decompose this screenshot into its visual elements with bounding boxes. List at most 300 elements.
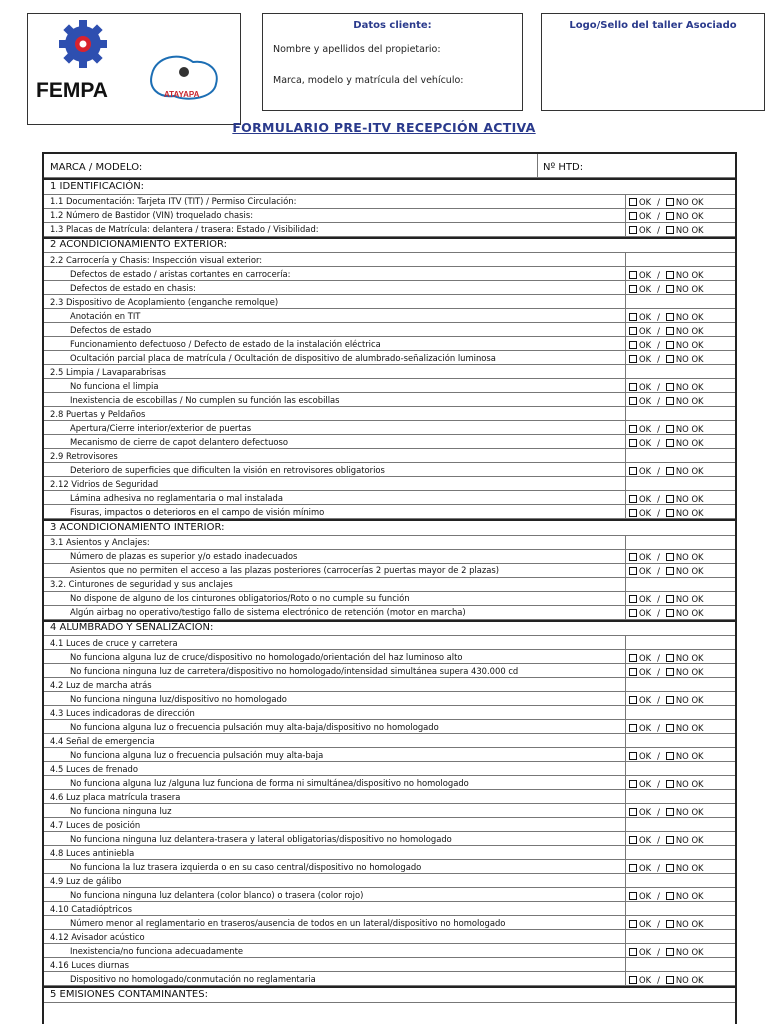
checklist-item-label: Asientos que no permiten el acceso a las plazas posteriores (carrocerías 2 puertas mayor de 2 plazas) (70, 565, 500, 576)
separator: / (657, 608, 660, 619)
separator: / (657, 353, 660, 364)
checklist-item-label: No funciona alguna luz de cruce/dispositivo no homologado/orientación del haz luminoso alto (70, 651, 463, 662)
ok-label: OK (639, 594, 652, 605)
ok-label: OK (639, 493, 652, 504)
ok-checkbox[interactable] (629, 355, 637, 363)
marca-modelo-field[interactable]: MARCA / MODELO: (50, 162, 143, 173)
separator: / (657, 339, 660, 350)
checklist-row (44, 944, 735, 958)
separator: / (657, 283, 660, 294)
ok-checkbox[interactable] (629, 313, 637, 321)
nook-label: NO OK (675, 465, 704, 476)
nook-label: NO OK (675, 652, 704, 663)
checklist-item-label: No funciona ninguna luz delantera (color blanco) o trasera (color rojo) (70, 889, 364, 900)
checklist-item-label: 1.2 Número de Bastidor (VIN) troquelado chasis: (50, 210, 254, 221)
ok-nook-checkboxes (629, 383, 704, 391)
nook-label: NO OK (675, 862, 704, 873)
checklist-row (44, 916, 735, 930)
ok-checkbox[interactable] (629, 285, 637, 293)
nook-checkbox[interactable] (666, 864, 674, 872)
separator: / (657, 381, 660, 392)
checklist-item-label: 4.12 Avisador acústico (50, 931, 145, 942)
ok-label: OK (639, 806, 652, 817)
ok-nook-checkboxes (629, 752, 704, 760)
separator: / (657, 325, 660, 336)
separator: / (657, 211, 660, 222)
nook-checkbox[interactable] (666, 752, 674, 760)
separator: / (657, 862, 660, 873)
ok-label: OK (639, 437, 652, 448)
checklist-item-label: Dispositivo no homologado/conmutación no reglamentaria (70, 973, 316, 984)
checklist-item-label: Deterioro de superficies que dificulten la visión en retrovisores obligatorios (70, 464, 385, 475)
section-title: 5 EMISIONES CONTAMINANTES: (50, 988, 208, 1000)
separator: / (657, 890, 660, 901)
nook-checkbox[interactable] (666, 509, 674, 517)
ok-checkbox[interactable] (629, 467, 637, 475)
ok-nook-checkboxes (629, 892, 704, 900)
separator: / (657, 395, 660, 406)
ok-checkbox[interactable] (629, 836, 637, 844)
checklist-item-label: Número menor al reglamentario en traseros/ausencia de todos en un lateral/dispositivo no homologado (70, 917, 506, 928)
ok-label: OK (639, 283, 652, 294)
section-header-row (44, 178, 735, 195)
ok-label: OK (639, 381, 652, 392)
separator: / (657, 974, 660, 985)
nook-label: NO OK (675, 325, 704, 336)
checklist-item-label: Anotación en TIT (70, 310, 141, 321)
ok-checkbox[interactable] (629, 425, 637, 433)
ok-checkbox[interactable] (629, 553, 637, 561)
ok-nook-checkboxes (629, 668, 704, 676)
checklist-row (44, 435, 735, 449)
ok-nook-checkboxes (629, 212, 704, 220)
nook-label: NO OK (675, 507, 704, 518)
nook-checkbox[interactable] (666, 920, 674, 928)
ok-nook-checkboxes (629, 327, 704, 335)
checklist-row (44, 253, 735, 267)
checklist-row (44, 379, 735, 393)
nook-checkbox[interactable] (666, 668, 674, 676)
checklist-item-label: No funciona ninguna luz delantera-trasera y lateral obligatorias/dispositivo no homologado (70, 833, 452, 844)
separator: / (657, 269, 660, 280)
checklist-row (44, 323, 735, 337)
checklist-item-label: Número de plazas es superior y/o estado inadecuados (70, 551, 298, 562)
checklist-row (44, 309, 735, 323)
ok-label: OK (639, 325, 652, 336)
nook-checkbox[interactable] (666, 495, 674, 503)
nook-label: NO OK (675, 395, 704, 406)
checklist-item-label: Algún airbag no operativo/testigo fallo de sistema electrónico de retención (motor en marcha) (70, 607, 466, 618)
checklist-item-label: 4.4 Señal de emergencia (50, 735, 155, 746)
nook-label: NO OK (675, 594, 704, 605)
checklist-item-label: No funciona ninguna luz (70, 805, 172, 816)
ok-nook-checkboxes (629, 495, 704, 503)
ok-checkbox[interactable] (629, 439, 637, 447)
checklist-item-label: No funciona la luz trasera izquierda o en su caso central/dispositivo no homologado (70, 861, 422, 872)
checklist-item-label: Defectos de estado / aristas cortantes en carrocería: (70, 268, 291, 279)
nook-checkbox[interactable] (666, 553, 674, 561)
checklist-item-label: No funciona alguna luz o frecuencia pulsación muy alta-baja/dispositivo no homologado (70, 721, 439, 732)
ok-checkbox[interactable] (629, 668, 637, 676)
separator: / (657, 806, 660, 817)
nook-label: NO OK (675, 750, 704, 761)
checklist-row (44, 578, 735, 592)
nook-label: NO OK (675, 493, 704, 504)
ok-nook-checkboxes (629, 780, 704, 788)
checklist-row (44, 449, 735, 463)
checklist-item-label: 2.3 Dispositivo de Acoplamiento (enganche remolque) (50, 296, 279, 307)
ok-label: OK (639, 834, 652, 845)
separator: / (657, 423, 660, 434)
nook-checkbox[interactable] (666, 355, 674, 363)
ok-nook-checkboxes (629, 467, 704, 475)
section-header-row (44, 519, 735, 536)
ok-nook-checkboxes (629, 948, 704, 956)
ok-checkbox[interactable] (629, 864, 637, 872)
ok-label: OK (639, 339, 652, 350)
nook-label: NO OK (675, 225, 704, 236)
ok-checkbox[interactable] (629, 226, 637, 234)
checklist-item-label: 4.1 Luces de cruce y carretera (50, 637, 178, 648)
nook-checkbox[interactable] (666, 327, 674, 335)
nook-checkbox[interactable] (666, 397, 674, 405)
separator: / (657, 946, 660, 957)
checklist-row (44, 536, 735, 550)
ok-label: OK (639, 269, 652, 280)
checklist-item-label: 4.16 Luces diurnas (50, 959, 129, 970)
nook-label: NO OK (675, 339, 704, 350)
separator: / (657, 437, 660, 448)
checklist-item-label: No funciona el limpia (70, 380, 159, 391)
ok-checkbox[interactable] (629, 212, 637, 220)
nook-label: NO OK (675, 197, 704, 208)
section-title: 3 ACONDICIONAMIENTO INTERIOR: (50, 521, 225, 533)
ok-checkbox[interactable] (629, 609, 637, 617)
svg-text:FEMPA: FEMPA (36, 79, 108, 102)
checklist-row (44, 832, 735, 846)
ok-label: OK (639, 974, 652, 985)
checklist-item-label: No funciona ninguna luz/dispositivo no homologado (70, 693, 287, 704)
nook-checkbox[interactable] (666, 892, 674, 900)
separator: / (657, 594, 660, 605)
ok-label: OK (639, 652, 652, 663)
nook-label: NO OK (675, 946, 704, 957)
ok-nook-checkboxes (629, 609, 704, 617)
checklist-row (44, 636, 735, 650)
nook-label: NO OK (675, 608, 704, 619)
section-header-row (44, 237, 735, 254)
client-data-title: Datos cliente: (353, 20, 432, 31)
ok-checkbox[interactable] (629, 752, 637, 760)
checklist-row (44, 790, 735, 804)
ok-checkbox[interactable] (629, 567, 637, 575)
ok-label: OK (639, 311, 652, 322)
ok-nook-checkboxes (629, 271, 704, 279)
checklist-row (44, 888, 735, 902)
separator: / (657, 694, 660, 705)
checklist-item-label: Apertura/Cierre interior/exterior de puertas (70, 422, 252, 433)
nook-checkbox[interactable] (666, 439, 674, 447)
ok-checkbox[interactable] (629, 654, 637, 662)
checklist-row (44, 407, 735, 421)
nook-checkbox[interactable] (666, 609, 674, 617)
ok-nook-checkboxes (629, 595, 704, 603)
ok-nook-checkboxes (629, 836, 704, 844)
nook-checkbox[interactable] (666, 654, 674, 662)
separator: / (657, 465, 660, 476)
checklist-row (44, 734, 735, 748)
ok-nook-checkboxes (629, 920, 704, 928)
checklist-row (44, 874, 735, 888)
ok-label: OK (639, 566, 652, 577)
ok-label: OK (639, 608, 652, 619)
checklist-item-label: Defectos de estado (70, 324, 152, 335)
ok-checkbox[interactable] (629, 397, 637, 405)
nook-label: NO OK (675, 806, 704, 817)
ok-checkbox[interactable] (629, 509, 637, 517)
ok-nook-checkboxes (629, 198, 704, 206)
section-title: 1 IDENTIFICACIÓN: (50, 180, 145, 192)
checklist-item-label: Inexistencia de escobillas / No cumplen su función las escobillas (70, 394, 340, 405)
checklist-row (44, 564, 735, 578)
ok-checkbox[interactable] (629, 696, 637, 704)
nook-checkbox[interactable] (666, 567, 674, 575)
ok-nook-checkboxes (629, 976, 704, 984)
nook-checkbox[interactable] (666, 425, 674, 433)
checklist-row (44, 195, 735, 209)
ok-label: OK (639, 666, 652, 677)
checklist-row (44, 337, 735, 351)
checklist-row (44, 463, 735, 477)
separator: / (657, 750, 660, 761)
ok-label: OK (639, 918, 652, 929)
section-title: 4 ALUMBRADO Y SEÑALIZACIÓN: (50, 622, 214, 633)
checklist-item-label: 4.8 Luces antiniebla (50, 847, 135, 858)
ok-nook-checkboxes (629, 553, 704, 561)
checklist-row (44, 295, 735, 309)
checklist-row (44, 365, 735, 379)
separator: / (657, 722, 660, 733)
ok-nook-checkboxes (629, 313, 704, 321)
ok-nook-checkboxes (629, 355, 704, 363)
fempa-logo-box (27, 13, 241, 125)
nook-label: NO OK (675, 283, 704, 294)
checklist-row (44, 393, 735, 407)
nook-checkbox[interactable] (666, 948, 674, 956)
nook-label: NO OK (675, 918, 704, 929)
checklist-row (44, 972, 735, 986)
checklist-item-label: No funciona alguna luz o frecuencia pulsación muy alta-baja (70, 749, 324, 760)
svg-text:ATAYAPA: ATAYAPA (164, 90, 200, 99)
separator: / (657, 652, 660, 663)
checklist-item-label: 1.1 Documentación: Tarjeta ITV (TIT) / Permiso Circulación: (50, 196, 297, 207)
nook-checkbox[interactable] (666, 285, 674, 293)
checklist-row (44, 818, 735, 832)
nook-checkbox[interactable] (666, 595, 674, 603)
atayapa-logo (151, 57, 217, 99)
nook-label: NO OK (675, 269, 704, 280)
nook-checkbox[interactable] (666, 467, 674, 475)
nook-label: NO OK (675, 566, 704, 577)
checklist-item-label: 3.2. Cinturones de seguridad y sus anclajes (50, 579, 233, 590)
nook-checkbox[interactable] (666, 198, 674, 206)
checklist-item-label: Lámina adhesiva no reglamentaria o mal instalada (70, 492, 284, 503)
nook-label: NO OK (675, 694, 704, 705)
checklist-row (44, 804, 735, 818)
checklist-item-label: Fisuras, impactos o deterioros en el campo de visión mínimo (70, 506, 325, 517)
checklist-row (44, 846, 735, 860)
ok-nook-checkboxes (629, 567, 704, 575)
checklist-item-label: 4.10 Catadióptricos (50, 903, 132, 914)
nook-checkbox[interactable] (666, 212, 674, 220)
ok-label: OK (639, 353, 652, 364)
ok-nook-checkboxes (629, 864, 704, 872)
checklist-item-label: No dispone de alguno de los cinturones obligatorios/Roto o no cumple su función (70, 593, 410, 604)
nook-label: NO OK (675, 311, 704, 322)
nook-label: NO OK (675, 666, 704, 677)
checklist-row (44, 281, 735, 295)
nook-checkbox[interactable] (666, 383, 674, 391)
nook-checkbox[interactable] (666, 724, 674, 732)
section-title: 2 ACONDICIONAMIENTO EXTERIOR: (50, 239, 228, 250)
checklist-row (44, 748, 735, 762)
ok-checkbox[interactable] (629, 808, 637, 816)
section-header-row (44, 620, 735, 637)
checklist-item-label: 1.3 Placas de Matrícula: delantera / trasera: Estado / Visibilidad: (50, 224, 319, 235)
ok-checkbox[interactable] (629, 383, 637, 391)
nook-label: NO OK (675, 722, 704, 733)
checklist-item-label: 2.2 Carrocería y Chasis: Inspección visual exterior: (50, 254, 263, 265)
ok-label: OK (639, 507, 652, 518)
checklist-row (44, 592, 735, 606)
ok-checkbox[interactable] (629, 780, 637, 788)
checklist-item-label: 3.1 Asientos y Anclajes: (50, 537, 150, 548)
checklist-item-label: 4.9 Luz de gálibo (50, 875, 122, 886)
ok-checkbox[interactable] (629, 495, 637, 503)
separator: / (657, 918, 660, 929)
nook-label: NO OK (675, 437, 704, 448)
nook-label: NO OK (675, 834, 704, 845)
checklist-row (44, 267, 735, 281)
checklist-item-label: 4.5 Luces de frenado (50, 763, 138, 774)
nook-checkbox[interactable] (666, 836, 674, 844)
nook-label: NO OK (675, 778, 704, 789)
checklist-row (44, 678, 735, 692)
ok-nook-checkboxes (629, 285, 704, 293)
owner-name-field[interactable]: Nombre y apellidos del propietario: (273, 44, 441, 55)
separator: / (657, 834, 660, 845)
ok-label: OK (639, 722, 652, 733)
ok-label: OK (639, 552, 652, 563)
checklist-item-label: 4.7 Luces de posición (50, 819, 141, 830)
checklist-row (44, 706, 735, 720)
nook-checkbox[interactable] (666, 226, 674, 234)
ok-checkbox[interactable] (629, 341, 637, 349)
checklist-item-label: Defectos de estado en chasis: (70, 282, 196, 293)
ok-label: OK (639, 395, 652, 406)
checklist-row (44, 606, 735, 620)
separator: / (657, 493, 660, 504)
htd-number-field[interactable]: Nº HTD: (543, 162, 584, 173)
nook-label: NO OK (675, 890, 704, 901)
ok-nook-checkboxes (629, 439, 704, 447)
separator: / (657, 225, 660, 236)
table-header-row (44, 154, 735, 178)
ok-label: OK (639, 890, 652, 901)
checklist-item-label: Funcionamiento defectuoso / Defecto de estado de la instalación eléctrica (70, 338, 381, 349)
checklist-item-label: 2.9 Retrovisores (50, 450, 118, 461)
nook-checkbox[interactable] (666, 780, 674, 788)
checklist-row (44, 692, 735, 706)
ok-label: OK (639, 423, 652, 434)
nook-checkbox[interactable] (666, 313, 674, 321)
ok-checkbox[interactable] (629, 595, 637, 603)
section-header-row (44, 986, 735, 1003)
ok-checkbox[interactable] (629, 724, 637, 732)
checklist-row (44, 902, 735, 916)
ok-checkbox[interactable] (629, 271, 637, 279)
checklist-item-label: No funciona ninguna luz de carretera/dispositivo no homologado/intensidad simultánea supera 430.000 cd (70, 665, 519, 676)
checklist-row (44, 491, 735, 505)
ok-checkbox[interactable] (629, 920, 637, 928)
ok-checkbox[interactable] (629, 976, 637, 984)
ok-label: OK (639, 211, 652, 222)
form-title: FORMULARIO PRE-ITV RECEPCIÓN ACTIVA (232, 120, 536, 135)
separator: / (657, 552, 660, 563)
nook-checkbox[interactable] (666, 341, 674, 349)
nook-label: NO OK (675, 381, 704, 392)
ok-label: OK (639, 694, 652, 705)
nook-label: NO OK (675, 552, 704, 563)
ok-label: OK (639, 750, 652, 761)
ok-checkbox[interactable] (629, 948, 637, 956)
ok-label: OK (639, 465, 652, 476)
separator: / (657, 507, 660, 518)
checklist-row (44, 860, 735, 874)
checklist-item-label: 2.12 Vidrios de Seguridad (50, 478, 159, 489)
checklist-row (44, 664, 735, 678)
ok-nook-checkboxes (629, 226, 704, 234)
ok-checkbox[interactable] (629, 327, 637, 335)
nook-checkbox[interactable] (666, 696, 674, 704)
nook-checkbox[interactable] (666, 808, 674, 816)
workshop-stamp-box (541, 13, 765, 111)
ok-label: OK (639, 862, 652, 873)
separator: / (657, 666, 660, 677)
ok-checkbox[interactable] (629, 198, 637, 206)
ok-label: OK (639, 946, 652, 957)
checklist-item-label: No funciona alguna luz /alguna luz funciona de forma ni simultánea/dispositivo no homologado (70, 777, 469, 788)
inspection-table (42, 152, 737, 1024)
separator: / (657, 566, 660, 577)
nook-checkbox[interactable] (666, 976, 674, 984)
ok-nook-checkboxes (629, 341, 704, 349)
checklist-row (44, 930, 735, 944)
nook-checkbox[interactable] (666, 271, 674, 279)
checklist-item-label: Inexistencia/no funciona adecuadamente (70, 945, 244, 956)
checklist-row (44, 720, 735, 734)
nook-label: NO OK (675, 974, 704, 985)
checklist-item-label: 4.2 Luz de marcha atrás (50, 679, 152, 690)
ok-label: OK (639, 197, 652, 208)
checklist-row (44, 477, 735, 491)
checklist-row (44, 351, 735, 365)
ok-nook-checkboxes (629, 808, 704, 816)
ok-checkbox[interactable] (629, 892, 637, 900)
ok-nook-checkboxes (629, 397, 704, 405)
checklist-row (44, 209, 735, 223)
vehicle-field[interactable]: Marca, modelo y matrícula del vehículo: (273, 75, 464, 86)
